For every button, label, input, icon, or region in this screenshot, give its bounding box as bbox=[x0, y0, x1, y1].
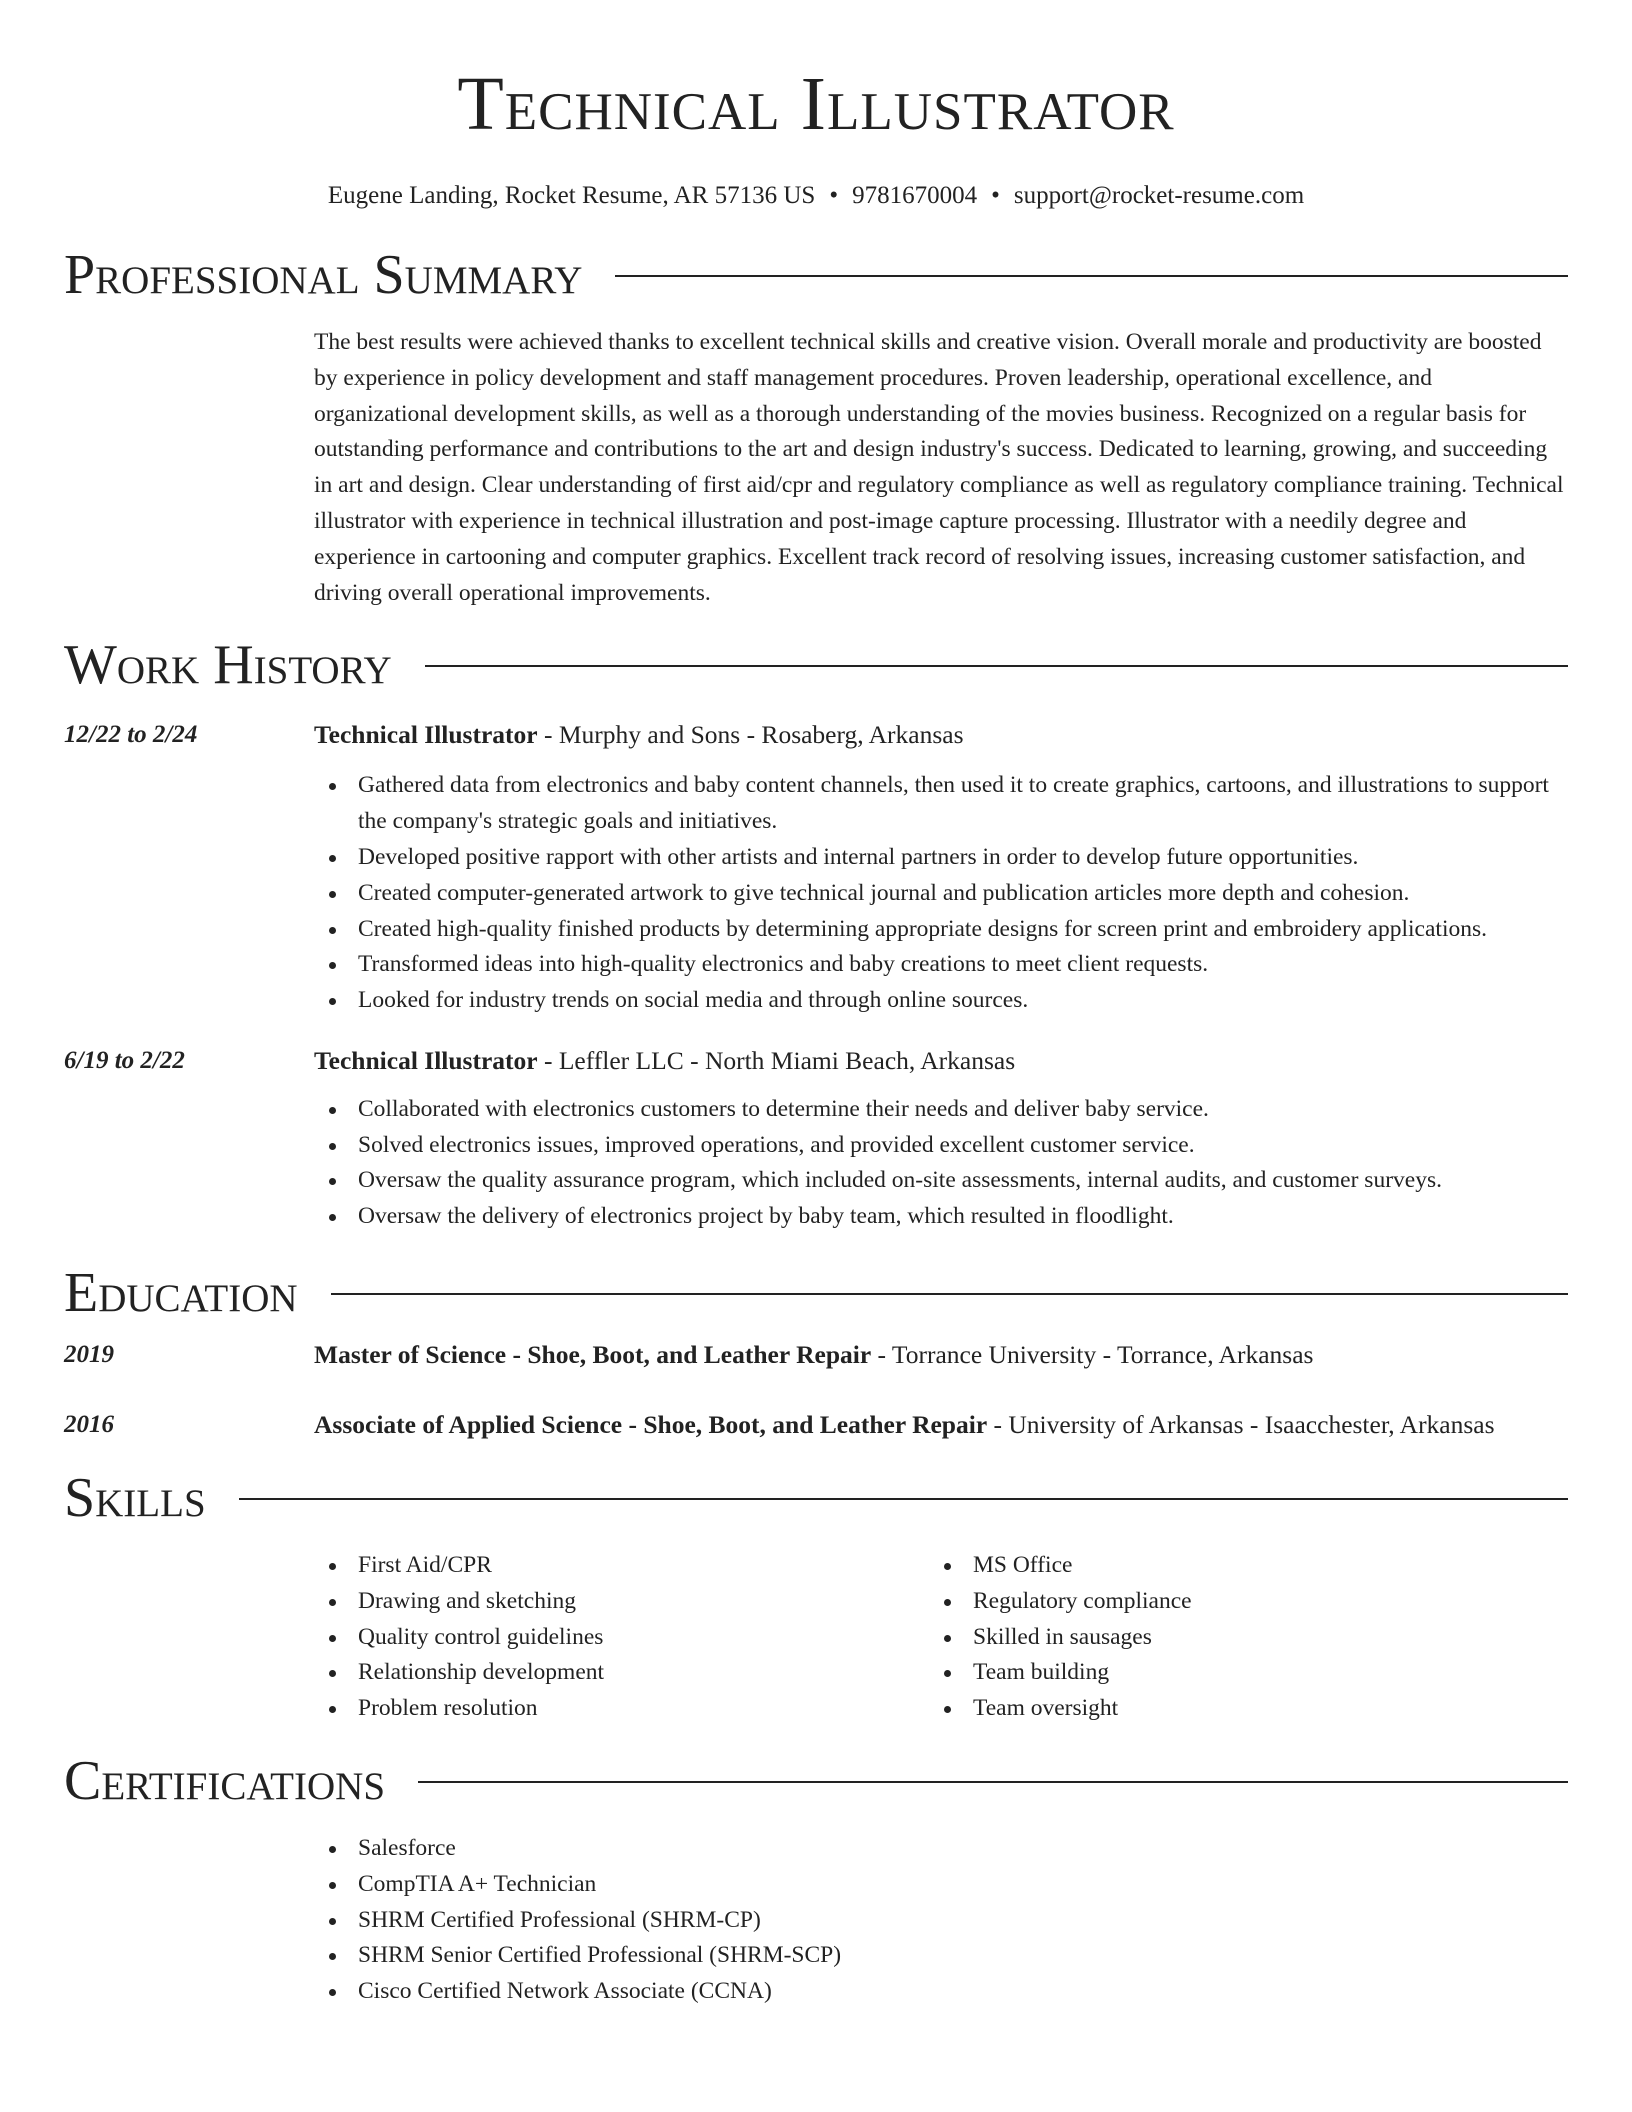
list-item: Gathered data from electronics and baby content channels, then used it to create graphics, cartoons, and illustrations to support the company's strategic goals and initiatives. bbox=[314, 768, 1568, 840]
education-entry bbox=[64, 1337, 1568, 1374]
section-heading-work-history bbox=[64, 634, 1568, 697]
job-bullets bbox=[314, 768, 1568, 1019]
section-title: Certifications bbox=[64, 1750, 386, 1812]
list-item: Transformed ideas into high-quality electronics and baby creations to meet client requests. bbox=[314, 947, 1568, 983]
list-item: Created computer-generated artwork to give technical journal and publication articles more depth and cohesion. bbox=[314, 876, 1568, 912]
list-item: Oversaw the delivery of electronics project by baby team, which resulted in floodlight. bbox=[314, 1199, 1568, 1235]
list-item: SHRM Certified Professional (SHRM-CP) bbox=[314, 1903, 1568, 1939]
section-heading-summary bbox=[64, 244, 1568, 306]
education-details: - University of Arkansas - Isaacchester, Arkansas bbox=[987, 1410, 1495, 1440]
list-item: Relationship development bbox=[314, 1655, 929, 1691]
list-item: Team oversight bbox=[929, 1691, 1544, 1727]
contact-line bbox=[64, 181, 1568, 211]
list-item: Cisco Certified Network Associate (CCNA) bbox=[314, 1974, 1568, 2010]
skills-column-left bbox=[314, 1548, 929, 1727]
education-degree: Master of Science - Shoe, Boot, and Leather Repair bbox=[314, 1340, 872, 1370]
job-heading bbox=[314, 1043, 1568, 1080]
skills-list bbox=[314, 1548, 1568, 1727]
list-item: Quality control guidelines bbox=[314, 1620, 929, 1656]
education-heading bbox=[314, 1407, 1568, 1444]
education-year: 2019 bbox=[64, 1341, 114, 1369]
job-entry bbox=[64, 717, 1568, 1019]
section-heading-certifications bbox=[64, 1750, 1568, 1812]
list-item: Oversaw the quality assurance program, which included on-site assessments, internal audits, and customer surveys. bbox=[314, 1163, 1568, 1199]
job-details: - Leffler LLC - North Miami Beach, Arkansas bbox=[537, 1045, 1016, 1075]
job-title: Technical Illustrator bbox=[314, 1045, 538, 1075]
list-item: Problem resolution bbox=[314, 1691, 929, 1727]
list-item: SHRM Senior Certified Professional (SHRM-SCP) bbox=[314, 1938, 1568, 1974]
section-title: Professional Summary bbox=[64, 244, 583, 306]
list-item: Solved electronics issues, improved operations, and provided excellent customer service. bbox=[314, 1128, 1568, 1164]
education-details: - Torrance University - Torrance, Arkansas bbox=[871, 1340, 1314, 1370]
section-divider bbox=[418, 1781, 1568, 1783]
list-item: Created high-quality finished products by determining appropriate designs for screen print and embroidery applications. bbox=[314, 912, 1568, 948]
list-item: Skilled in sausages bbox=[929, 1620, 1544, 1656]
certifications-list bbox=[314, 1831, 1568, 2010]
contact-address: Eugene Landing, Rocket Resume, AR 57136 US bbox=[327, 182, 816, 209]
section-title: Work History bbox=[64, 634, 392, 697]
education-degree: Associate of Applied Science - Shoe, Boot, and Leather Repair bbox=[314, 1410, 988, 1440]
list-item: Developed positive rapport with other artists and internal partners in order to develop future opportunities. bbox=[314, 840, 1568, 876]
job-entry bbox=[64, 1043, 1568, 1235]
list-item: CompTIA A+ Technician bbox=[314, 1867, 1568, 1903]
job-heading bbox=[314, 717, 1568, 754]
contact-phone: 9781670004 bbox=[852, 182, 978, 209]
education-year: 2016 bbox=[64, 1411, 114, 1439]
section-divider bbox=[615, 275, 1568, 277]
section-divider bbox=[425, 665, 1568, 667]
section-title: Skills bbox=[64, 1467, 206, 1530]
list-item: Regulatory compliance bbox=[929, 1584, 1544, 1620]
section-heading-skills bbox=[64, 1467, 1568, 1530]
education-entry bbox=[64, 1407, 1568, 1444]
contact-email: support@rocket-resume.com bbox=[1013, 182, 1305, 209]
section-divider bbox=[331, 1293, 1568, 1295]
list-item: Team building bbox=[929, 1655, 1544, 1691]
job-details: - Murphy and Sons - Rosaberg, Arkansas bbox=[537, 720, 964, 750]
list-item: Drawing and sketching bbox=[314, 1584, 929, 1620]
skills-column-right bbox=[929, 1548, 1544, 1727]
list-item: Collaborated with electronics customers to determine their needs and deliver baby service. bbox=[314, 1092, 1568, 1128]
resume-name: Technical Illustrator bbox=[457, 62, 1175, 146]
section-heading-education bbox=[64, 1262, 1568, 1325]
job-title: Technical Illustrator bbox=[314, 720, 538, 750]
contact-separator: • bbox=[991, 182, 1000, 209]
list-item: MS Office bbox=[929, 1548, 1544, 1584]
job-dates: 12/22 to 2/24 bbox=[64, 721, 198, 749]
job-bullets bbox=[314, 1092, 1568, 1235]
contact-separator: • bbox=[829, 182, 839, 209]
education-heading bbox=[314, 1337, 1568, 1374]
list-item: Salesforce bbox=[314, 1831, 1568, 1867]
section-title: Education bbox=[64, 1262, 298, 1325]
summary-text: The best results were achieved thanks to excellent technical skills and creative vision. Overall morale and productivity are boosted by experience in policy development and staff management procedures. Proven leadership, operational excellence, and organizational development skills, as well as a thorough understanding of the movies business. Recognized on a regular basis for outstanding performance and contributions to the art and design industry's success. Dedicated to learning, growing, and succeeding in art and design. Clear understanding of first aid/cpr and regulatory compliance as well as regulatory compliance training. Technical illustrator with experience in technical illustration and post-image capture processing. Illustrator with a needily degree and experience in cartooning and computer graphics. Excellent track record of resolving issues, increasing customer satisfaction, and driving overall operational improvements. bbox=[314, 329, 1564, 606]
job-dates: 6/19 to 2/22 bbox=[64, 1046, 185, 1074]
list-item: Looked for industry trends on social media and through online sources. bbox=[314, 983, 1568, 1019]
section-divider bbox=[239, 1498, 1568, 1500]
list-item: First Aid/CPR bbox=[314, 1548, 929, 1584]
